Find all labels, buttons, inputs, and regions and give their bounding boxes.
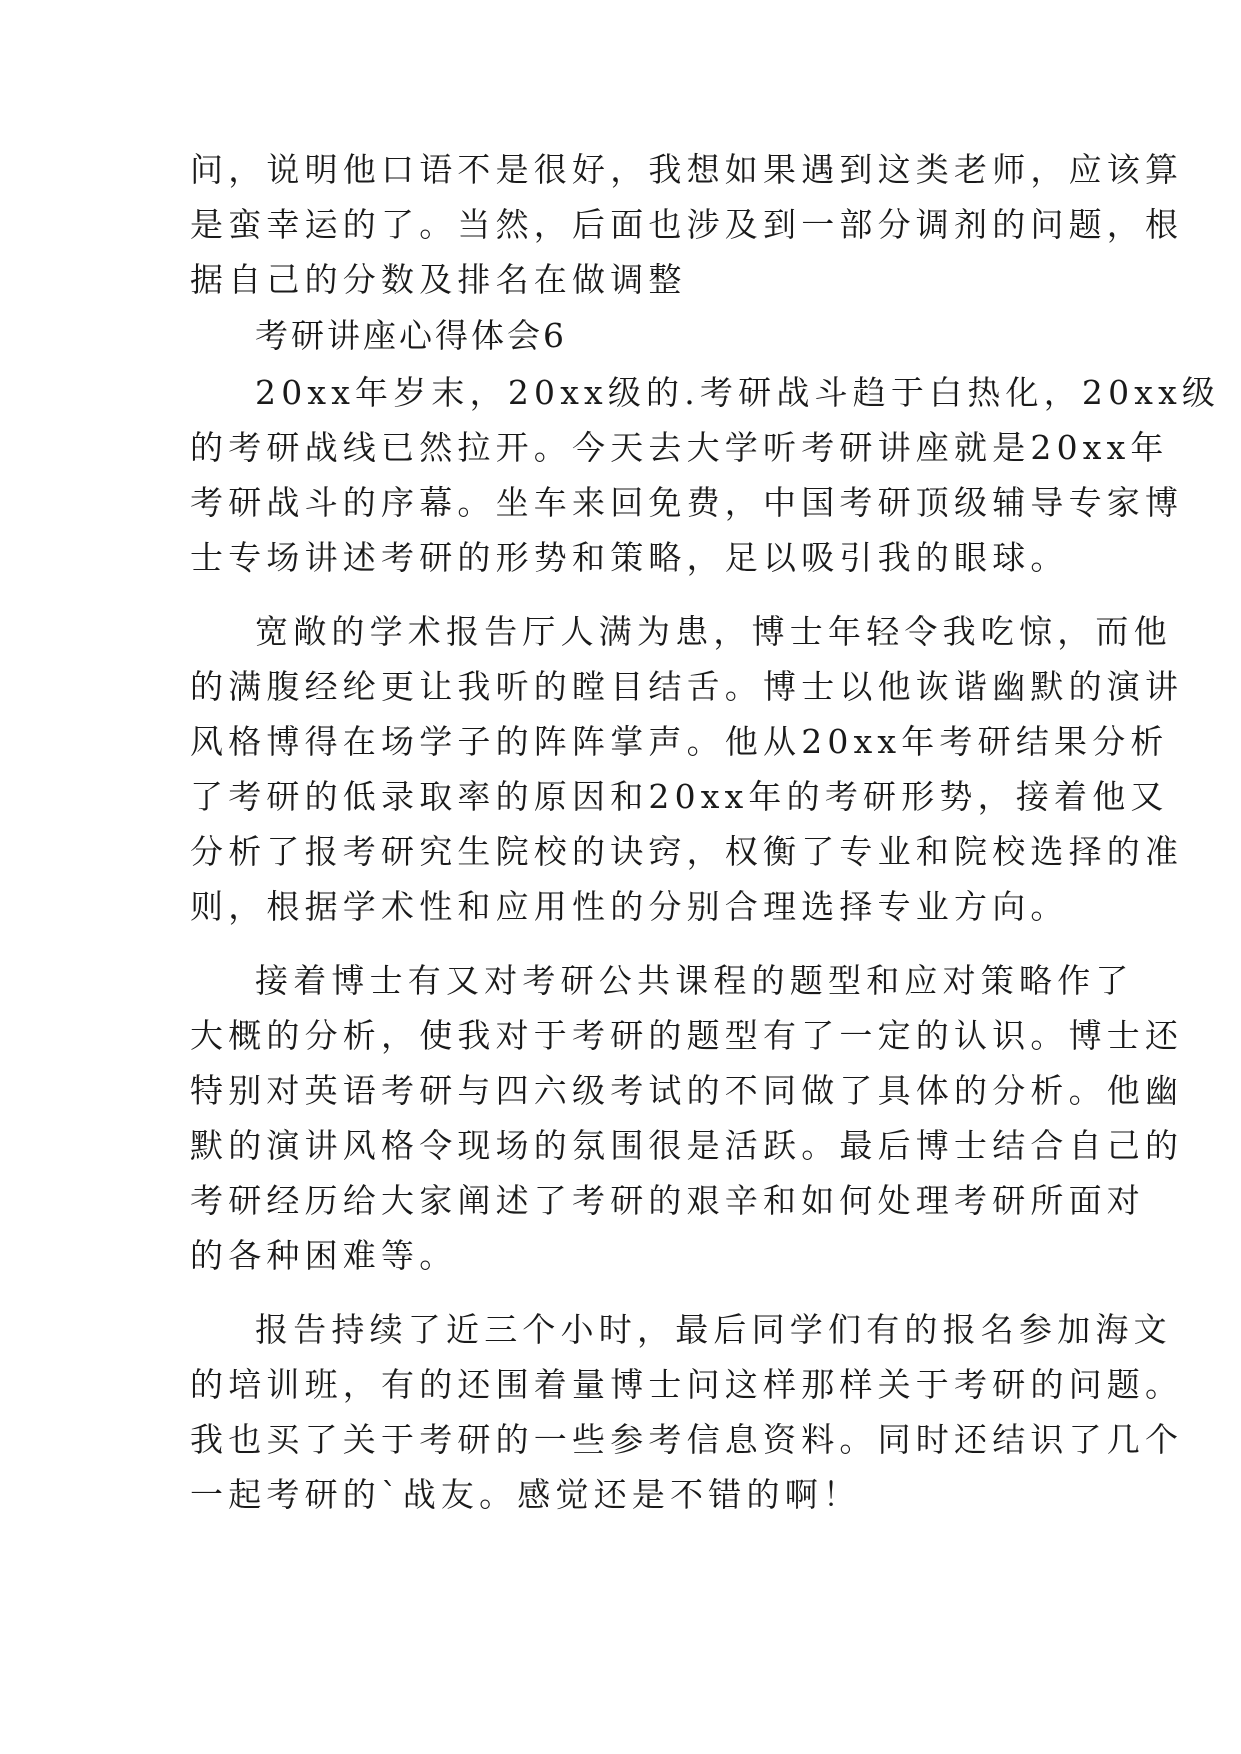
p4-line-4: 一起考研的`战友。感觉还是不错的啊！ <box>190 1475 862 1514</box>
p3-line-3: 特别对英语考研与四六级考试的不同做了具体的分析。他幽 <box>190 1071 1184 1110</box>
p3-line-4: 默的演讲风格令现场的氛围很是活跃。最后博士结合自己的 <box>190 1126 1184 1165</box>
section-title: 考研讲座心得体会6 <box>255 316 567 355</box>
p2-line-3: 风格博得在场学子的阵阵掌声。他从20xx年考研结果分析 <box>190 722 1169 761</box>
p3-line-2: 大概的分析，使我对于考研的题型有了一定的认识。博士还 <box>190 1016 1184 1055</box>
p1-line-1: 20xx年岁末，20xx级的.考研战斗趋于白热化，20xx级 <box>255 373 1221 412</box>
p2-line-5: 分析了报考研究生院校的诀窍，权衡了专业和院校选择的准 <box>190 832 1184 871</box>
p2-line-4: 了考研的低录取率的原因和20xx年的考研形势，接着他又 <box>190 777 1169 816</box>
intro-line-2: 是蛮幸运的了。当然，后面也涉及到一部分调剂的问题，根 <box>190 205 1184 244</box>
intro-line-1: 问，说明他口语不是很好，我想如果遇到这类老师，应该算 <box>190 150 1184 189</box>
p3-line-1: 接着博士有又对考研公共课程的题型和应对策略作了 <box>255 961 1134 1000</box>
intro-line-3: 据自己的分数及排名在做调整 <box>190 260 687 299</box>
p3-line-5: 考研经历给大家阐述了考研的艰辛和如何处理考研所面对 <box>190 1181 1145 1220</box>
p3-line-6: 的各种困难等。 <box>190 1236 458 1275</box>
p4-line-3: 我也买了关于考研的一些参考信息资料。同时还结识了几个 <box>190 1420 1184 1459</box>
p2-line-6: 则，根据学术性和应用性的分别合理选择专业方向。 <box>190 887 1069 926</box>
p1-line-2: 的考研战线已然拉开。今天去大学听考研讲座就是20xx年 <box>190 428 1169 467</box>
p4-line-2: 的培训班，有的还围着量博士问这样那样关于考研的问题。 <box>190 1365 1184 1404</box>
p1-line-3: 考研战斗的序幕。坐车来回免费，中国考研顶级辅导专家博 <box>190 483 1184 522</box>
p4-line-1: 报告持续了近三个小时，最后同学们有的报名参加海文 <box>255 1310 1172 1349</box>
p1-line-4: 士专场讲述考研的形势和策略，足以吸引我的眼球。 <box>190 538 1069 577</box>
p2-line-2: 的满腹经纶更让我听的瞠目结舌。博士以他诙谐幽默的演讲 <box>190 667 1184 706</box>
p2-line-1: 宽敞的学术报告厅人满为患，博士年轻令我吃惊，而他 <box>255 612 1172 651</box>
